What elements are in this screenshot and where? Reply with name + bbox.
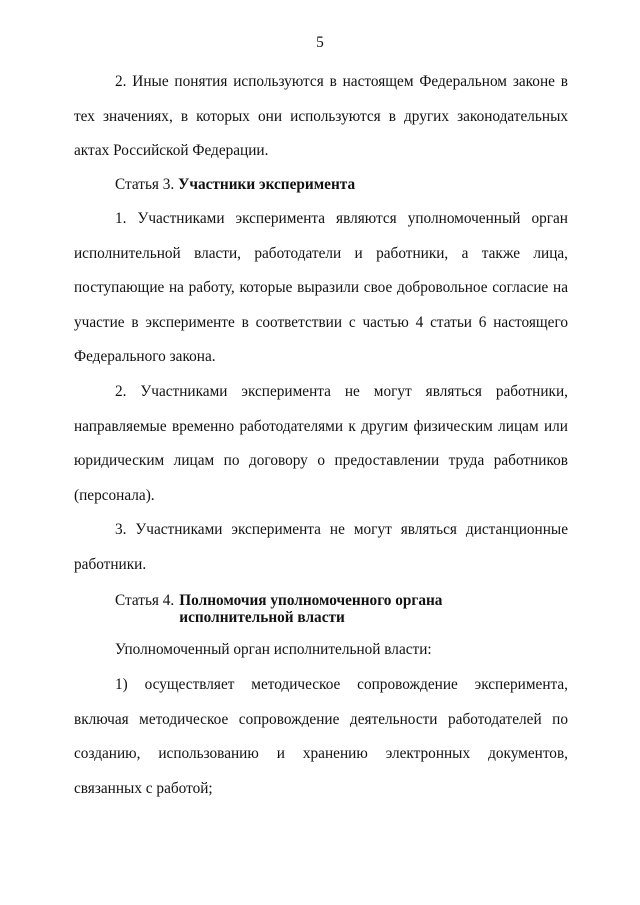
article-3-title: Участники эксперимента — [178, 176, 356, 193]
article-3-heading — [115, 176, 568, 193]
paragraph-art4-intro: Уполномоченный орган исполнительной власти: — [115, 641, 432, 658]
paragraph-art4-item1: 1) осуществляет методическое сопровождение эксперимента, включая методическое сопровождение деятельности работодателей по созданию, использованию и хранению электронных документов, связанных с работой; — [74, 676, 568, 797]
article-3-label: Статья 3. — [115, 176, 175, 193]
paragraph-art3-item3: 3. Участниками эксперимента не могут являться дистанционные работники. — [74, 521, 568, 573]
page-number: 5 — [316, 34, 324, 51]
paragraph-art2-item2: 2. Иные понятия используются в настоящем Федеральном законе в тех значениях, в которых они используются в других законодательных актах Российской Федерации. — [74, 73, 568, 159]
article-4-heading — [115, 592, 568, 626]
article-4-label: Статья 4. — [115, 592, 175, 609]
article-4-title-line1: Полномочия уполномоченного органа — [179, 592, 443, 609]
article-4-title — [179, 592, 442, 626]
article-4-title-line2: исполнительной власти — [179, 609, 345, 626]
paragraph-art3-item2: 2. Участниками эксперимента не могут являться работники, направляемые временно работодателями к другим физическим лицам или юридическим лицам по договору о предоставлении труда работников (персонала). — [74, 383, 568, 504]
paragraph-art3-item1: 1. Участниками эксперимента являются уполномоченный орган исполнительной власти, работодатели и работники, а также лица, поступающие на работу, которые выразили свое добровольное согласие на участие в эксперименте в соответствии с частью 4 статьи 6 настоящего Федерального закона. — [74, 210, 568, 365]
